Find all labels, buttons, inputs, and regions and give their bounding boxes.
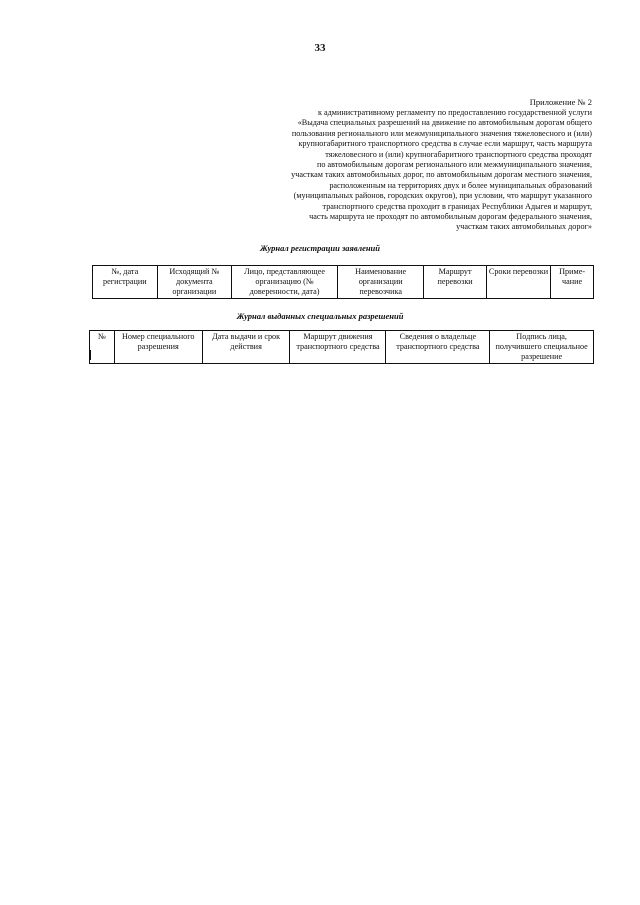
column-header: Наименование организации перевозчика (338, 266, 424, 299)
column-header: Дата выдачи и срок действия (202, 331, 290, 364)
permits-issued-table (89, 330, 594, 364)
header-line: пользования регионального или межмуниципального значения тяжеловесного и (или) (291, 128, 592, 138)
appendix-label: Приложение № 2 (529, 97, 592, 107)
header-line: «Выдача специальных разрешений на движение по автомобильным дорогам общего (297, 118, 592, 128)
column-header: Сроки перевозки (486, 266, 550, 299)
table-header-row (90, 331, 594, 364)
column-header: Сведения о владельце транспортного средства (386, 331, 490, 364)
header-line: участкам таких автомобильных дорог, по автомобильным дорогам местного значения, (291, 170, 592, 180)
column-header: Исходящий № документа организации (157, 266, 231, 299)
applications-register-table (92, 265, 594, 299)
header-line: тяжеловесного и (или) крупногабаритного транспортного средства проходят (325, 149, 592, 159)
column-header: Лицо, представляющее организацию (№ доверенности, дата) (232, 266, 338, 299)
journal-1-title: Журнал регистрации заявлений (259, 243, 381, 253)
column-header: Подпись лица, получившего специальное разрешение (490, 331, 594, 364)
page-number: 33 (314, 42, 326, 54)
journal-2-title: Журнал выданных специальных разрешений (236, 311, 404, 321)
column-header: Маршрут перевозки (424, 266, 486, 299)
regulation-header (212, 108, 592, 233)
header-line: часть маршрута не проходят по автомобильным дорогам федерального значения, (309, 212, 592, 222)
column-header: Приме-чание (551, 266, 594, 299)
header-line: крупногабаритного транспортного средства в случае если маршрут, часть маршрута (298, 139, 592, 149)
header-line: по автомобильным дорогам регионального или межмуниципального значения, (317, 160, 592, 170)
column-header: №, дата регистрации (93, 266, 158, 299)
header-line: (муниципальных районов, городских округов), при условии, что маршрут указанного (293, 191, 592, 201)
header-line: расположенным на территориях двух и более муниципальных образований (329, 180, 592, 190)
column-header: Маршрут движения транспортного средства (290, 331, 386, 364)
column-header: Номер специального разрешения (114, 331, 202, 364)
column-header: № (90, 331, 115, 364)
header-line: участкам таких автомобильных дорог» (456, 222, 592, 232)
table-header-row (93, 266, 594, 299)
scan-margin-mark (89, 350, 91, 360)
header-line: транспортного средства проходит в границах Республики Адыгея и маршрут, (322, 201, 592, 211)
header-line: к административному регламенту по предоставлению государственной услуги (317, 108, 592, 117)
